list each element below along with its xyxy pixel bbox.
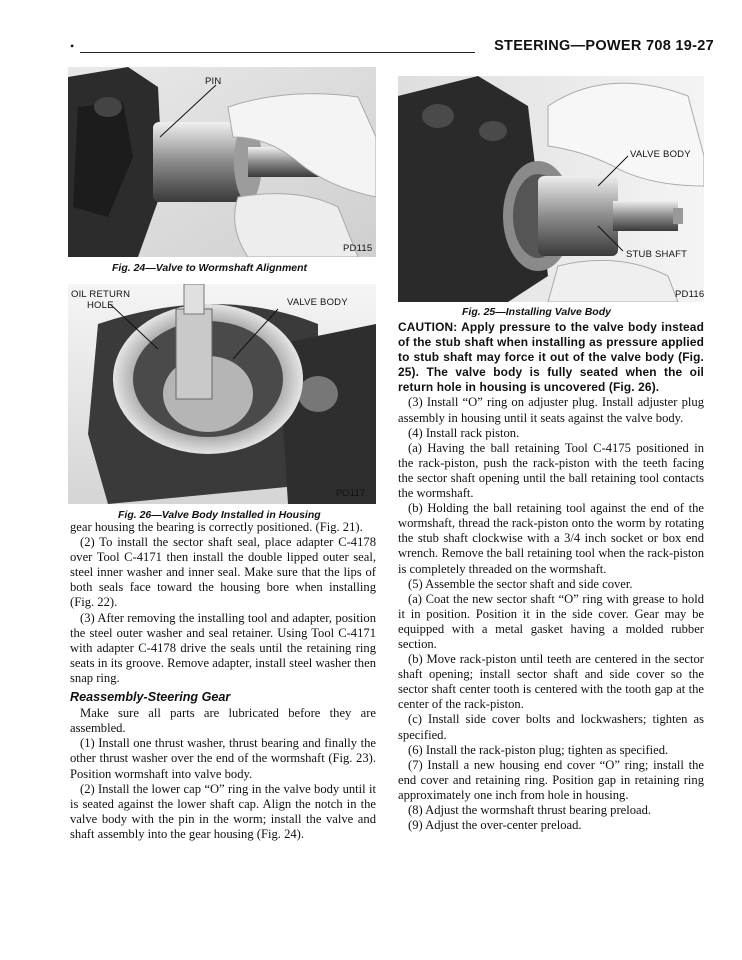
figure-26-illustration — [68, 284, 376, 504]
left-paragraph-3: (3) After removing the installing tool and adapter, position the steel outer washer and seal retainer. Using Tool C-4171 with adapter C-4178 drive the seals until the retaining ring seats in its groove. Remove adapter, install steel washer then snap ring. — [70, 610, 376, 685]
fig26-callout-oil-return-1: OIL RETURN — [71, 289, 131, 300]
right-paragraph-9: (6) Install the rack-piston plug; tighten as specified. — [408, 742, 669, 757]
figure-26-photo — [68, 284, 376, 504]
right-paragraph-4: (b) Holding the ball retaining tool against the end of the wormshaft, thread the rack-piston onto the worm by rotating the stub shaft clockwise with a 3/4 inch socket or box end wrench. Remove the ball retaining tool when the rack-piston is completely threaded on the wormshaft. — [398, 501, 704, 576]
fig25-caption: Fig. 25—Installing Valve Body — [462, 306, 611, 318]
left-paragraph-4: Make sure all parts are lubricated before they are assembled. — [70, 706, 376, 736]
right-paragraph-5: (5) Assemble the sector shaft and side cover. — [408, 576, 633, 591]
right-paragraph-7: (b) Move rack-piston until teeth are centered in the sector shaft opening; install sector shaft and side cover so the sector shaft center tooth is centered with the tooth gap at the center of the rack-piston. — [398, 652, 704, 712]
left-column-text — [70, 520, 376, 842]
fig26-callout-valve-body: VALVE BODY — [287, 297, 348, 308]
left-paragraph-6: (2) Install the lower cap “O” ring in the valve body until it is seated against the lower shaft cap. Align the notch in the valve body with the pin in the worm; install the valve and shaft assembly into the gear housing (Fig. 24). — [70, 781, 376, 841]
header-rule — [80, 52, 475, 53]
page-header-title: STEERING—POWER 708 19-27 — [494, 38, 714, 54]
figure-25-photo — [398, 76, 704, 302]
figure-24-illustration — [68, 67, 376, 257]
left-paragraph-2: (2) To install the sector shaft seal, place adapter C-4178 over Tool C-4171 then install the double lipped outer seal, steel inner washer and inner seal. Make sure that the lips of both seals face toward the housing bore when installing (Fig. 22). — [70, 535, 376, 610]
caution-paragraph: CAUTION: Apply pressure to the valve body instead of the stub shaft when installing as pressure applied to stub shaft may force it out of the valve body (Fig. 25). The valve body is fully seated when the oil return hole in housing is uncovered (Fig. 26). — [398, 320, 704, 395]
right-paragraph-3: (a) Having the ball retaining Tool C-4175 positioned in the rack-piston, push the rack-piston with the teeth facing the sector shaft opening until the ball retaining tool contacts the wormshaft. — [398, 440, 704, 501]
figure-24-photo — [68, 67, 376, 257]
fig26-callout-code: PD117 — [336, 488, 366, 499]
right-paragraph-6: (a) Coat the new sector shaft “O” ring with grease to hold it in position. Position it in the side cover. Gear may be equipped with a metal gasket having a molded rubber section. — [398, 591, 704, 651]
fig25-callout-code: PD116 — [675, 289, 705, 300]
left-paragraph-5: (1) Install one thrust washer, thrust bearing and finally the other thrust washer over the end of the wormshaft (Fig. 23). Position wormshaft into valve body. — [70, 736, 376, 781]
right-paragraph-10: (7) Install a new housing end cover “O” ring; install the end cover and retaining ring. Position gap in retaining ring approximately one inch from hole in housing. — [398, 757, 704, 802]
fig26-callout-oil-return-2: HOLE — [87, 300, 114, 311]
right-paragraph-2: (4) Install rack piston. — [408, 425, 520, 440]
fig24-caption: Fig. 24—Valve to Wormshaft Alignment — [112, 262, 308, 274]
fig26-caption: Fig. 26—Valve Body Installed in Housing — [118, 509, 321, 521]
right-paragraph-11: (8) Adjust the wormshaft thrust bearing preload. — [408, 803, 652, 817]
right-column-text — [398, 320, 704, 833]
fig24-callout-code: PD115 — [343, 243, 373, 254]
right-paragraph-8: (c) Install side cover bolts and lockwashers; tighten as specified. — [398, 712, 704, 742]
figure-25-illustration — [398, 76, 704, 302]
fig25-callout-valve-body: VALVE BODY — [630, 149, 691, 160]
header-bullet: • — [70, 39, 75, 53]
fig25-callout-stub-shaft: STUB SHAFT — [626, 249, 688, 260]
section-heading-reassembly: Reassembly-Steering Gear — [70, 690, 231, 705]
fig24-callout-pin: PIN — [205, 76, 222, 87]
left-paragraph-1: gear housing the bearing is correctly positioned. (Fig. 21). — [70, 520, 363, 534]
right-paragraph-1: (3) Install “O” ring on adjuster plug. Install adjuster plug assembly in housing until it seats against the valve body. — [398, 395, 704, 425]
right-paragraph-12: (9) Adjust the over-center preload. — [408, 818, 582, 833]
